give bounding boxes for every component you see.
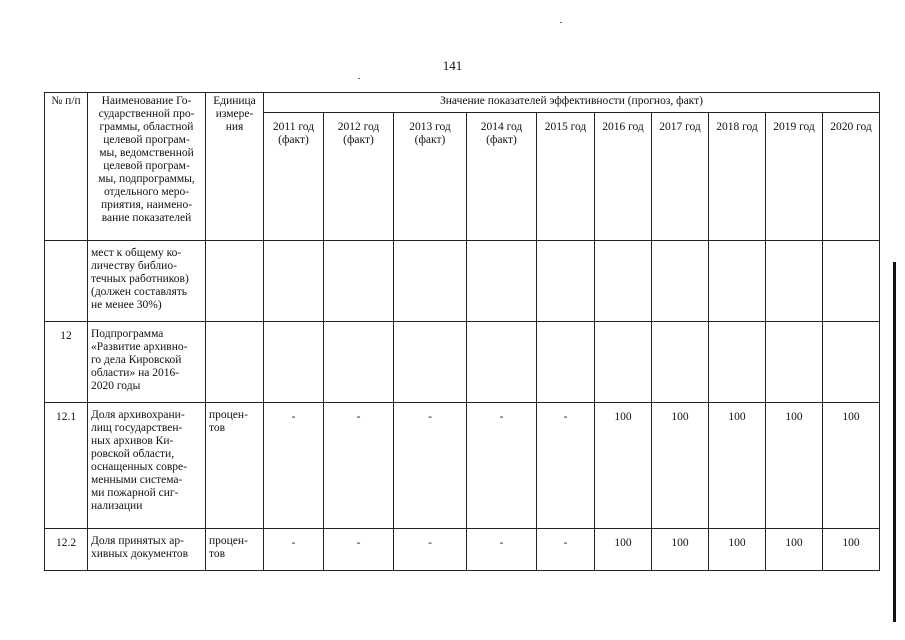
text-line: тов [209,422,226,434]
scan-edge-mark [893,262,896,622]
value-cell [766,241,823,322]
header-name-cell [88,93,206,241]
text-line: оснащенных совре- [91,461,187,473]
table-row [45,241,880,322]
value-cell [709,322,766,403]
value-cell [394,241,467,322]
value-cell: 100 [766,403,823,529]
header-year-cell [766,113,823,241]
text-line: мест к общему ко- [91,247,182,259]
header-year-cell [394,113,467,241]
text-line: измере- [215,108,254,120]
table-row [45,322,880,403]
value-cell: - [537,529,595,571]
text-line: лищ государствен- [91,422,183,434]
row-name-cell [88,403,206,529]
header-year-cell [652,113,709,241]
text-line: мы, ведомственной [99,147,194,159]
value-cell [264,241,324,322]
value-cell [394,322,467,403]
year-label: 2018 год [716,121,758,133]
header-year-cell [324,113,394,241]
text-line: приятия, наимено- [100,199,193,211]
value-cell [766,322,823,403]
year-label: 2015 год [544,121,587,133]
value-cell: - [467,403,537,529]
value-cell [595,322,652,403]
text-line: отдельного меро- [103,186,190,198]
year-label: 2011 год [272,121,315,133]
row-unit-cell [206,322,264,403]
row-unit-cell [206,529,264,571]
value-cell: - [324,403,394,529]
year-note: (факт) [486,134,517,146]
table-row [45,403,880,529]
value-cell [652,322,709,403]
text-line: «Развитие архивно- [91,341,188,353]
header-year-cell [264,113,324,241]
value-cell: - [394,529,467,571]
text-line: ровской области, [91,448,175,460]
value-cell: 100 [823,529,880,571]
text-line: личеству библио- [91,260,177,272]
value-cell [595,241,652,322]
header-number-cell: № п/п [45,93,88,241]
text-line: тов [209,548,226,560]
text-line: целевой програм- [103,160,190,172]
year-note: (факт) [414,134,446,146]
row-name-cell [88,529,206,571]
text-line: го дела Кировской [91,354,182,366]
text-line: не менее 30%) [91,299,162,311]
row-number-cell: 12 [45,322,88,403]
year-label: 2016 год [602,121,644,133]
text-line: Единица [213,95,256,107]
value-cell: - [324,529,394,571]
year-note: (факт) [278,134,309,146]
text-line: Наименование Го- [101,95,192,107]
header-year-cell [537,113,595,241]
value-cell: 100 [709,403,766,529]
text-line: менными система- [91,474,183,486]
header-year-cell [467,113,537,241]
year-label: 2017 год [659,121,701,133]
value-cell [537,241,595,322]
row-unit-cell [206,241,264,322]
value-cell: - [264,529,324,571]
scan-speck [560,22,562,23]
text-line: мы, подпрограммы, [98,173,195,185]
text-line: Доля принятых ар- [91,535,184,547]
value-cell [467,322,537,403]
header-group-title: Значение показателей эффективности (прогноз, факт) [264,93,880,113]
text-line: ных архивов Ки- [91,435,174,447]
text-line: процен- [209,535,248,547]
value-cell [709,241,766,322]
row-number-cell [45,241,88,322]
value-cell: 100 [652,529,709,571]
header-year-cell [823,113,880,241]
value-cell [324,322,394,403]
text-line: вание показателей [101,212,192,224]
scan-speck [358,78,360,79]
text-line: процен- [209,409,248,421]
text-line: ния [225,121,244,133]
text-line: (должен составлять [91,286,188,298]
value-cell [324,241,394,322]
value-cell [823,322,880,403]
text-line: целевой програм- [103,134,190,146]
year-note: (факт) [343,134,374,146]
text-line: Подпрограмма [91,328,164,340]
value-cell: - [537,403,595,529]
text-line: течных работников) [91,273,189,285]
value-cell: 100 [595,529,652,571]
value-cell: - [264,403,324,529]
text-line: граммы, областной [99,121,194,133]
value-cell: 100 [709,529,766,571]
header-year-cell [595,113,652,241]
text-line: области» на 2016- [91,367,180,379]
header-row-top [45,93,880,113]
header-unit-cell [206,93,264,241]
year-label: 2012 год [337,121,380,133]
text-line: сударственной про- [98,108,195,120]
value-cell [467,241,537,322]
value-cell [537,322,595,403]
table-row [45,529,880,571]
row-number-cell: 12.1 [45,403,88,529]
value-cell [264,322,324,403]
text-line: хивных документов [91,548,189,560]
indicators-table [44,92,880,571]
year-label: 2019 год [773,121,815,133]
value-cell [652,241,709,322]
row-unit-cell [206,403,264,529]
text-line: 2020 годы [91,380,141,392]
value-cell: - [467,529,537,571]
year-label: 2013 год [409,121,451,133]
year-label: 2020 год [830,121,872,133]
value-cell [823,241,880,322]
text-line: нализации [91,500,143,512]
header-year-cell [709,113,766,241]
year-label: 2014 год [480,121,523,133]
page-number: 141 [442,58,463,73]
value-cell: - [394,403,467,529]
text-line: Доля архивохрани- [91,409,185,421]
value-cell: 100 [595,403,652,529]
value-cell: 100 [766,529,823,571]
row-name-cell [88,322,206,403]
row-name-cell [88,241,206,322]
text-line: ми пожарной сиг- [91,487,179,499]
row-number-cell: 12.2 [45,529,88,571]
value-cell: 100 [652,403,709,529]
value-cell: 100 [823,403,880,529]
